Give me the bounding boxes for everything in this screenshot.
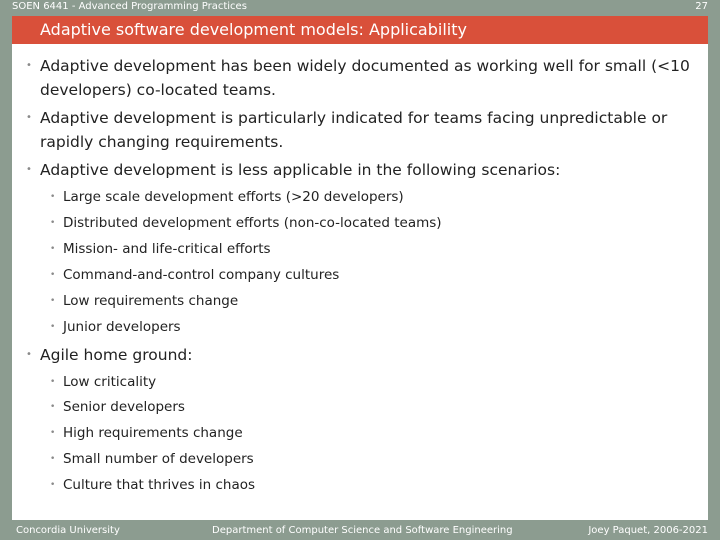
sub-bullet-text: Mission- and life-critical efforts [63, 241, 271, 257]
sub-bullet-icon: • [50, 480, 56, 490]
bullet-icon: • [26, 349, 32, 360]
sub-bullet-text: Low criticality [63, 374, 157, 390]
bullet-text: Agile home ground: [40, 346, 193, 364]
bullet-item [26, 106, 700, 154]
bullet-item [26, 343, 700, 367]
sub-bullet-text: High requirements change [63, 425, 243, 441]
sub-bullet-text: Senior developers [63, 399, 185, 415]
sub-bullet-icon: • [50, 322, 56, 332]
bullet-text: Adaptive development is less applicable in the following scenarios: [40, 161, 561, 179]
sub-bullet-icon: • [50, 428, 56, 438]
sub-bullet-icon: • [50, 454, 56, 464]
bullet-icon: • [26, 60, 32, 71]
sub-bullet-icon: • [50, 296, 56, 306]
sub-bullet-item [50, 317, 683, 337]
sub-bullet-icon: • [50, 377, 56, 387]
sub-bullet-item [50, 187, 683, 207]
bullet-item [26, 54, 700, 102]
sub-bullet-icon: • [50, 402, 56, 412]
sub-bullet-icon: • [50, 218, 56, 228]
sub-bullet-text: Distributed development efforts (non-co-located teams) [63, 215, 442, 231]
sub-bullet-item [50, 372, 683, 392]
sub-bullet-item [50, 213, 683, 233]
footer-university: Concordia University [16, 525, 120, 536]
bullet-icon: • [26, 112, 32, 123]
sub-bullet-text: Low requirements change [63, 293, 239, 309]
page-number: 27 [695, 1, 708, 12]
sub-bullet-item [50, 291, 683, 311]
sub-bullet-item [50, 397, 683, 417]
sub-bullet-item [50, 423, 683, 443]
slide-title: Adaptive software development models: Applicability [40, 20, 467, 39]
sub-bullet-text: Large scale development efforts (>20 developers) [63, 189, 404, 205]
sub-bullet-icon: • [50, 244, 56, 254]
bullet-item [26, 158, 700, 182]
sub-bullet-item [50, 475, 683, 495]
bullet-text: Adaptive development is particularly indicated for teams facing unpredictable or rapidly changing requirements. [40, 109, 668, 151]
slide-content [12, 44, 708, 520]
sub-bullet-item [50, 265, 683, 285]
sub-bullet-text: Junior developers [63, 319, 181, 335]
sub-bullet-icon: • [50, 192, 56, 202]
title-bar [12, 16, 708, 44]
sub-bullet-icon: • [50, 270, 56, 280]
course-header: SOEN 6441 - Advanced Programming Practices [12, 1, 247, 12]
footer-department: Department of Computer Science and Software Engineering [212, 525, 513, 536]
footer-author: Joey Paquet, 2006-2021 [588, 525, 708, 536]
sub-bullet-text: Small number of developers [63, 451, 254, 467]
bullet-text: Adaptive development has been widely documented as working well for small (<10 developers) co-located teams. [40, 57, 690, 99]
sub-bullet-item [50, 239, 683, 259]
sub-bullet-text: Command-and-control company cultures [63, 267, 340, 283]
sub-bullet-text: Culture that thrives in chaos [63, 477, 256, 493]
bullet-icon: • [26, 164, 32, 175]
sub-bullet-item [50, 449, 683, 469]
